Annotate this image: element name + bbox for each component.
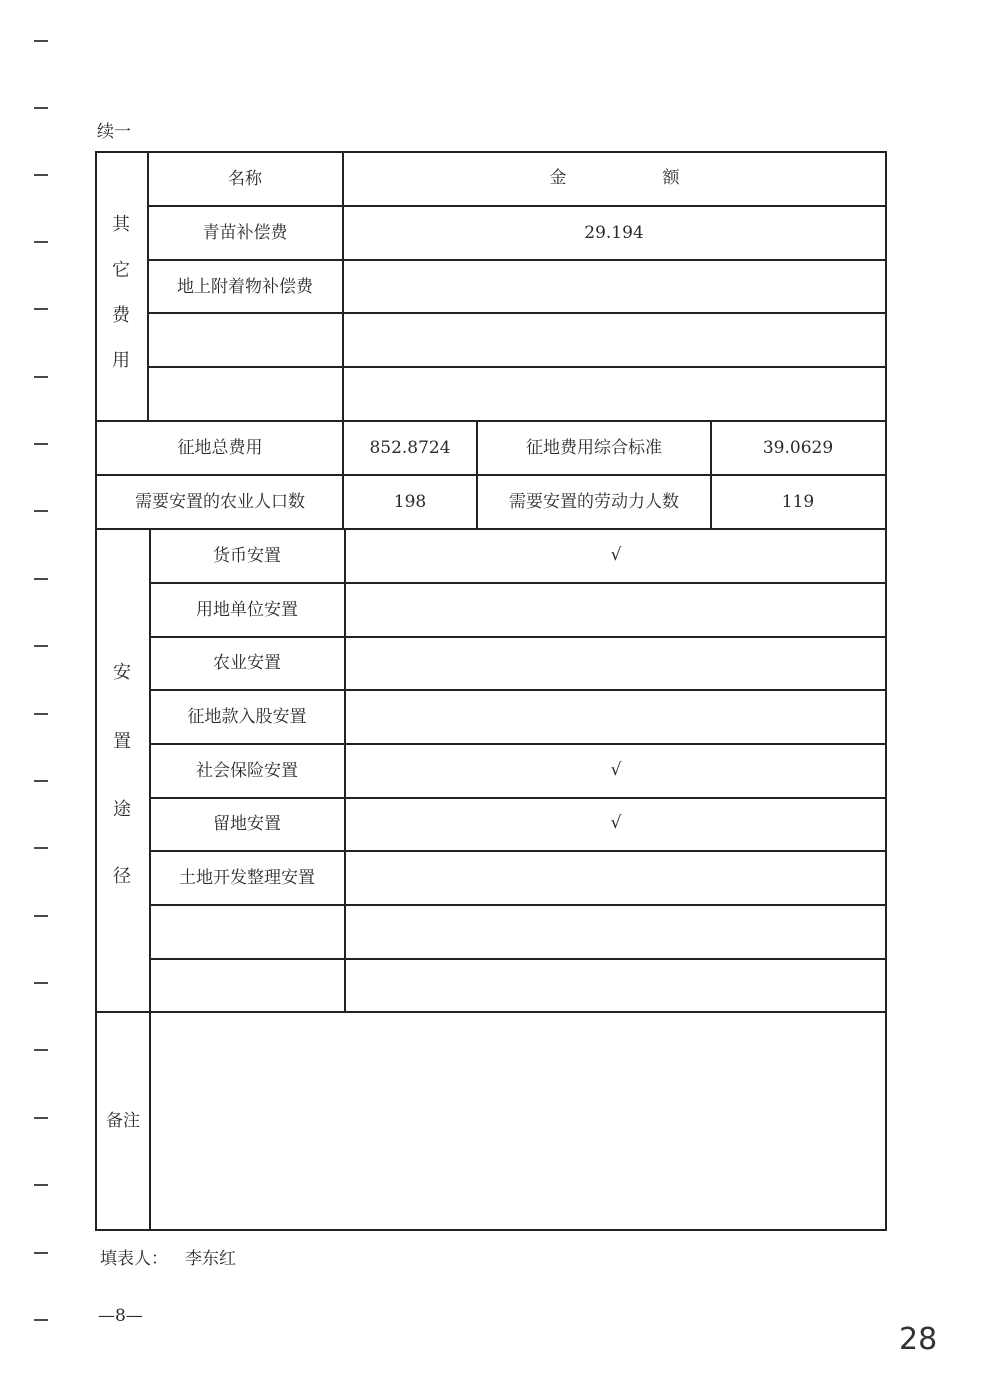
check-mark: √ bbox=[610, 760, 622, 780]
section-char: 费 bbox=[112, 305, 130, 326]
section-char: 用 bbox=[112, 350, 130, 371]
check-mark: √ bbox=[610, 813, 622, 833]
remarks-label: 备注 bbox=[106, 1111, 140, 1131]
resettlement-name-cell: 征地款入股安置 bbox=[187, 707, 307, 727]
standard-label: 征地费用综合标准 bbox=[526, 438, 662, 458]
section-char: 它 bbox=[112, 260, 130, 281]
section-char: 途 bbox=[113, 799, 131, 820]
section-char: 安 bbox=[113, 662, 131, 683]
fee-name-cell: 青苗补偿费 bbox=[202, 223, 288, 243]
resettlement-name-cell: 农业安置 bbox=[213, 653, 281, 673]
total-cost-value: 852.8724 bbox=[369, 438, 451, 458]
resettlement-name-cell: 社会保险安置 bbox=[196, 761, 298, 781]
column-header-amount-1: 金 bbox=[549, 168, 567, 188]
filler-label: 填表人： bbox=[100, 1249, 168, 1269]
check-mark: √ bbox=[610, 545, 622, 565]
column-header-name: 名称 bbox=[228, 169, 262, 189]
continuation-label: 续一 bbox=[97, 122, 131, 142]
resettlement-name-cell: 土地开发整理安置 bbox=[179, 868, 315, 888]
agri-pop-value: 198 bbox=[393, 492, 427, 512]
labor-label: 需要安置的劳动力人数 bbox=[509, 492, 679, 512]
filler-name: 李东红 bbox=[185, 1249, 236, 1269]
fee-name-cell: 地上附着物补偿费 bbox=[177, 277, 313, 297]
total-cost-label: 征地总费用 bbox=[177, 438, 263, 458]
labor-value: 119 bbox=[781, 492, 815, 512]
standard-value: 39.0629 bbox=[762, 438, 834, 458]
resettlement-name-cell: 留地安置 bbox=[213, 814, 281, 834]
page-number: —8— bbox=[98, 1306, 143, 1326]
section-char: 径 bbox=[113, 866, 131, 887]
fee-amount-cell: 29.194 bbox=[584, 223, 644, 243]
resettlement-name-cell: 货币安置 bbox=[213, 546, 281, 566]
resettlement-name-cell: 用地单位安置 bbox=[196, 600, 298, 620]
section-char: 其 bbox=[112, 214, 130, 235]
section-char: 置 bbox=[113, 731, 131, 752]
agri-pop-label: 需要安置的农业人口数 bbox=[135, 492, 305, 512]
column-header-amount-2: 额 bbox=[662, 168, 680, 188]
stamp-number: 28 bbox=[899, 1322, 938, 1357]
